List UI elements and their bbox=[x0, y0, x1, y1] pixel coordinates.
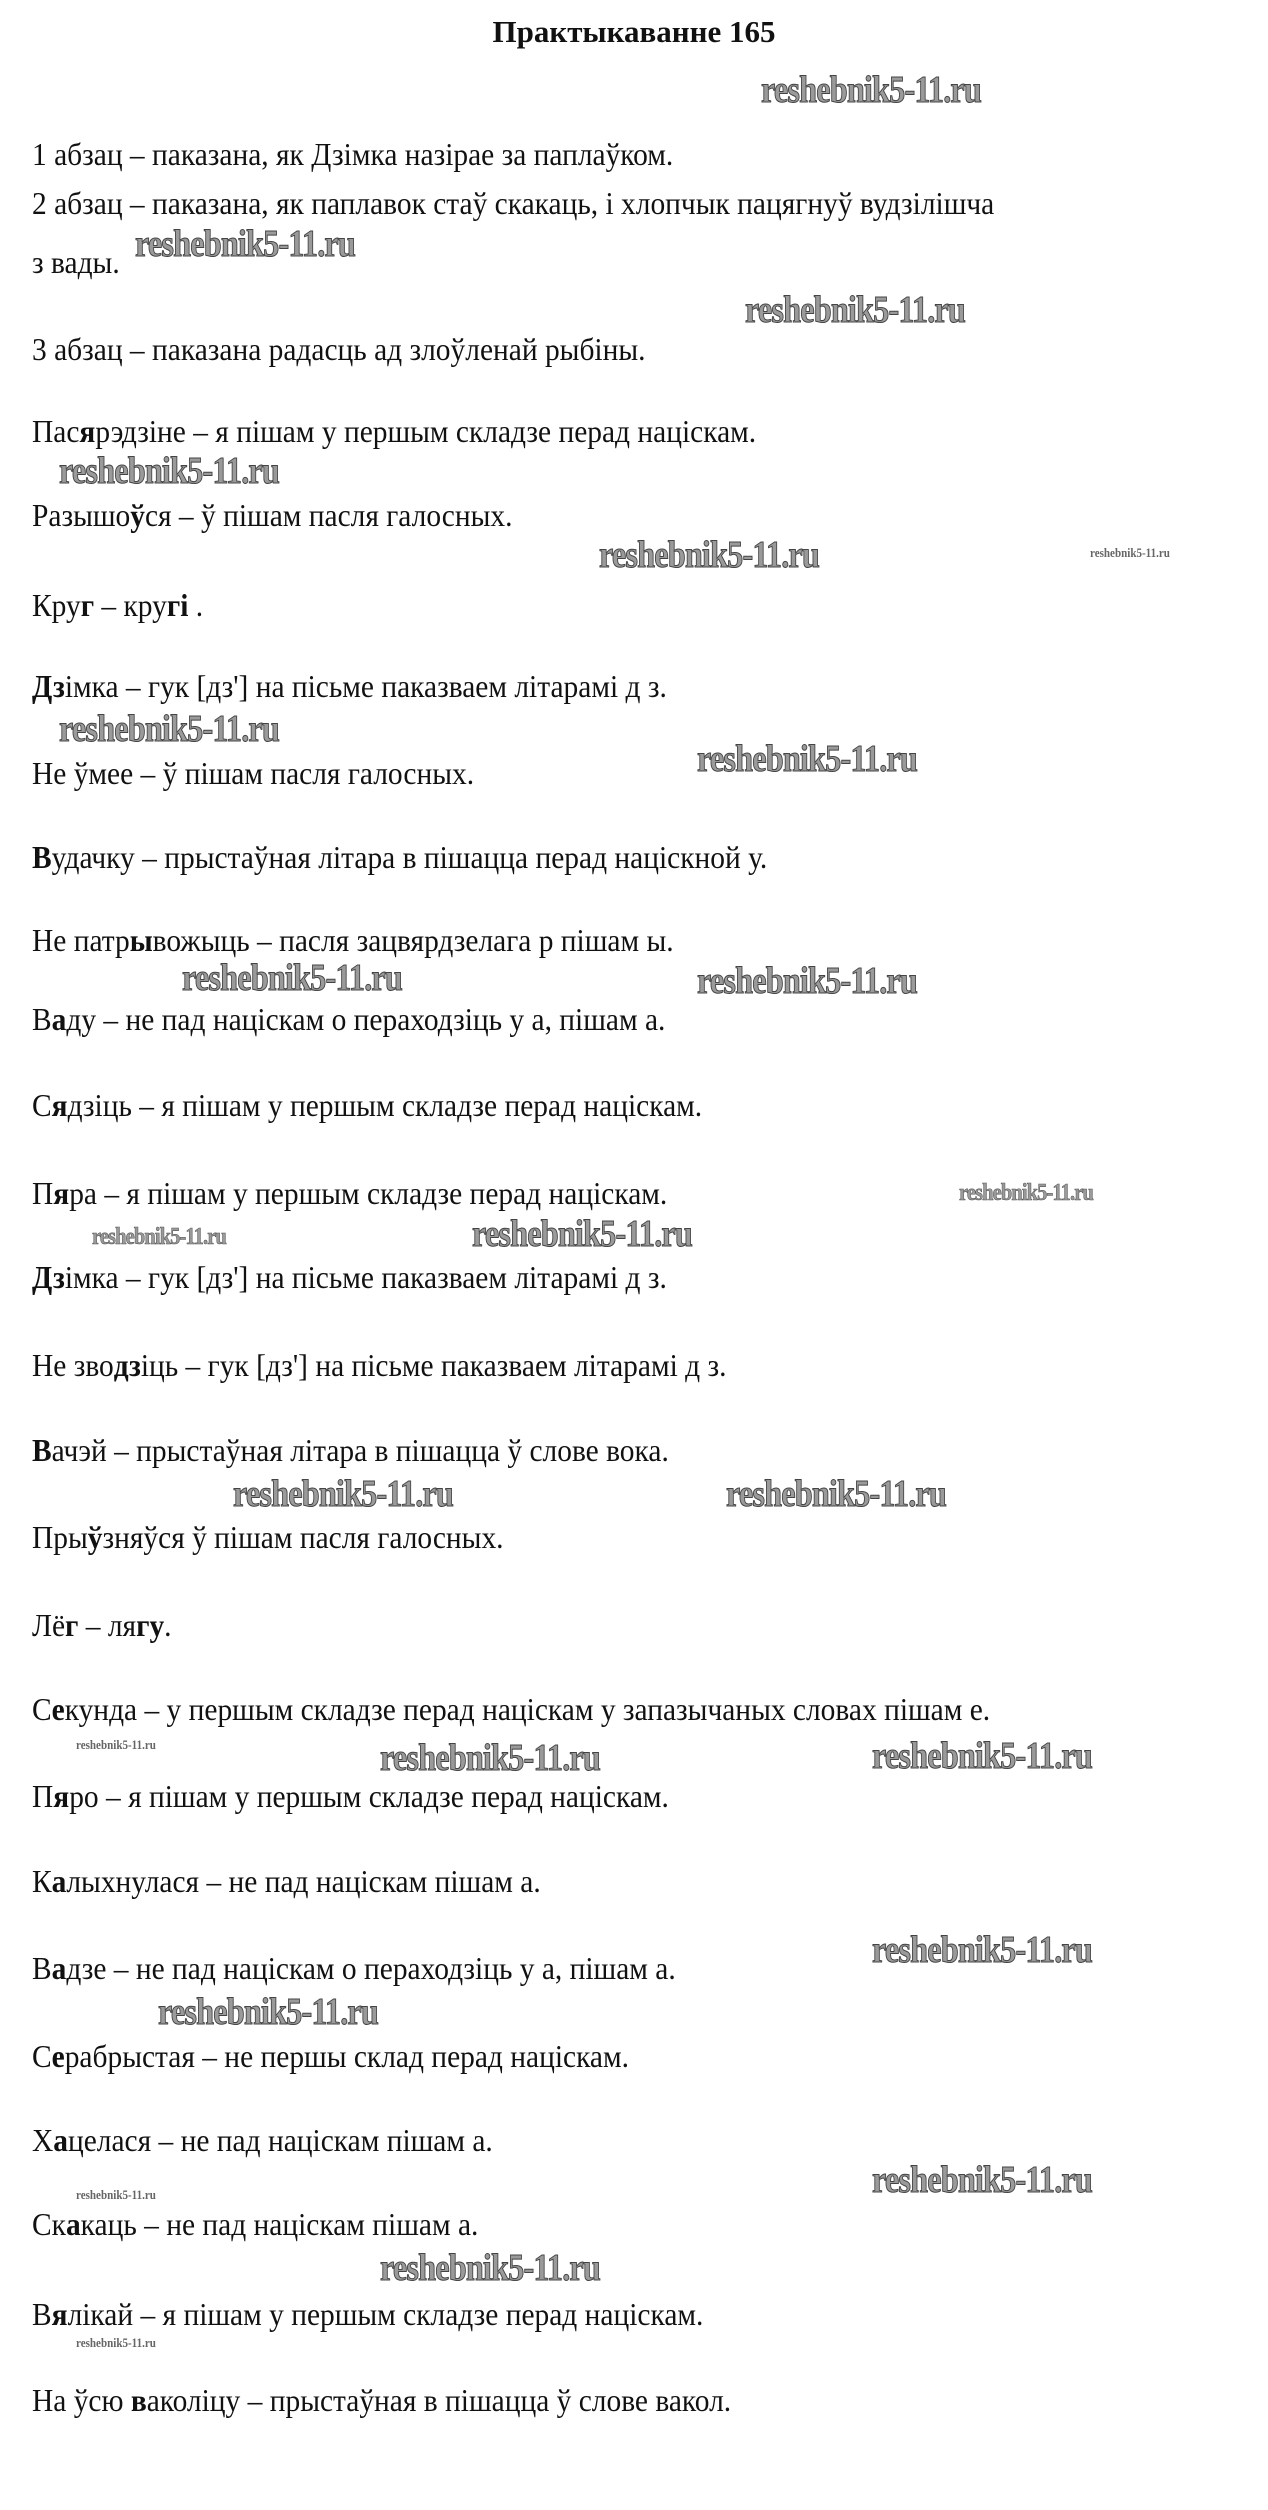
text-segment: Не зво bbox=[32, 1347, 114, 1383]
watermark: reshebnik5-11.ru bbox=[380, 1737, 601, 1779]
text-segment: П bbox=[32, 1175, 54, 1211]
text-segment: лыхнулася – не пад націскам пішам а. bbox=[66, 1863, 541, 1899]
text-segment: вожыць – пасля зацвярдзелага р пішам ы. bbox=[152, 922, 674, 958]
watermark: reshebnik5-11.ru bbox=[59, 708, 280, 750]
text-segment: 2 абзац – паказана, як паплавок стаў скакаць, і хлопчык пацягнуў вудзілішча bbox=[32, 185, 995, 221]
text-line bbox=[32, 755, 474, 791]
text-segment: 3 абзац – паказана радасць ад злоўленай рыбіны. bbox=[32, 331, 646, 367]
text-segment: каць – не пад націскам пішам а. bbox=[80, 2206, 479, 2242]
text-segment: лікай – я пішам у першым складзе перад націскам. bbox=[67, 2296, 704, 2332]
text-segment: – ля bbox=[78, 1607, 137, 1643]
text-line bbox=[32, 839, 767, 875]
watermark: reshebnik5-11.ru bbox=[380, 2247, 601, 2289]
highlighted-letters: В bbox=[32, 1432, 52, 1468]
watermark: reshebnik5-11.ru bbox=[76, 1737, 156, 1752]
text-line bbox=[32, 497, 512, 533]
watermark: reshebnik5-11.ru bbox=[182, 957, 403, 999]
text-segment: дзіць – я пішам у першым складзе перад націскам. bbox=[67, 1087, 703, 1123]
watermark: reshebnik5-11.ru bbox=[233, 1473, 454, 1515]
highlighted-letters: а bbox=[53, 2122, 68, 2158]
text-segment: дзе – не пад націскам о пераходзіць у а, пішам а. bbox=[66, 1950, 676, 1986]
text-line bbox=[32, 2296, 703, 2332]
watermark: reshebnik5-11.ru bbox=[726, 1473, 947, 1515]
text-line bbox=[32, 1863, 541, 1899]
text-segment: Разышо bbox=[32, 497, 131, 533]
text-segment: – кру bbox=[94, 587, 167, 623]
text-segment: В bbox=[32, 1950, 52, 1986]
text-segment: Х bbox=[32, 2122, 54, 2158]
text-line bbox=[32, 136, 673, 172]
watermark: reshebnik5-11.ru bbox=[92, 1224, 226, 1250]
highlighted-letters: е bbox=[51, 2038, 65, 2074]
text-segment: Не ўмее – ў пішам пасля галосных. bbox=[32, 755, 475, 791]
highlighted-letters: ў bbox=[130, 497, 145, 533]
text-segment: Ск bbox=[32, 2206, 66, 2242]
text-segment: С bbox=[32, 1691, 52, 1727]
highlighted-letters: гу bbox=[136, 1607, 165, 1643]
text-segment: рабрыстая – не першы склад перад націскам. bbox=[64, 2038, 629, 2074]
watermark: reshebnik5-11.ru bbox=[158, 1991, 379, 2033]
watermark: reshebnik5-11.ru bbox=[761, 69, 982, 111]
text-line bbox=[32, 413, 756, 449]
highlighted-letters: а bbox=[51, 1863, 67, 1899]
text-segment: целася – не пад націскам пішам а. bbox=[67, 2122, 493, 2158]
text-segment: Не патр bbox=[32, 922, 130, 958]
highlighted-letters: В bbox=[32, 839, 52, 875]
highlighted-letters: я bbox=[53, 1175, 70, 1211]
text-segment: Пас bbox=[32, 413, 80, 449]
watermark: reshebnik5-11.ru bbox=[76, 2335, 156, 2350]
text-line bbox=[32, 1087, 702, 1123]
text-segment: іць – гук [дз'] на пісьме паказваем літарамі д з. bbox=[140, 1347, 727, 1383]
watermark: reshebnik5-11.ru bbox=[76, 2187, 156, 2202]
text-segment: аколіцу – прыстаўная в пішацца ў слове вакол. bbox=[146, 2382, 732, 2418]
watermark: reshebnik5-11.ru bbox=[472, 1213, 693, 1255]
text-line bbox=[32, 2038, 629, 2074]
watermark: reshebnik5-11.ru bbox=[697, 738, 918, 780]
page-title: Практыкаванне 165 bbox=[492, 14, 776, 49]
text-segment: ро – я пішам у першым складзе перад націскам. bbox=[69, 1778, 669, 1814]
text-segment: В bbox=[32, 2296, 52, 2332]
highlighted-letters: я bbox=[79, 413, 96, 449]
text-line bbox=[32, 1347, 726, 1383]
text-segment: Лё bbox=[32, 1607, 66, 1643]
highlighted-letters: ы bbox=[129, 922, 153, 958]
watermark: reshebnik5-11.ru bbox=[697, 960, 918, 1002]
text-segment: імка – гук [дз'] на пісьме паказваем літарамі д з. bbox=[64, 668, 667, 704]
watermark: reshebnik5-11.ru bbox=[959, 1180, 1093, 1206]
text-segment: ся – ў пішам пасля галосных. bbox=[144, 497, 513, 533]
text-line bbox=[32, 922, 674, 958]
text-line bbox=[32, 185, 994, 221]
text-line bbox=[32, 1778, 669, 1814]
text-segment: рэдзіне – я пішам у першым складзе перад націскам. bbox=[95, 413, 757, 449]
text-line bbox=[32, 1519, 504, 1555]
text-segment: ду – не пад націскам о пераходзіць у а, пішам а. bbox=[66, 1001, 666, 1037]
text-line bbox=[32, 1259, 667, 1295]
watermark: reshebnik5-11.ru bbox=[872, 1929, 1093, 1971]
text-line bbox=[32, 2122, 493, 2158]
text-segment: удачку – прыстаўная літара в пішацца перад націскной у. bbox=[51, 839, 768, 875]
highlighted-letters: Дз bbox=[32, 668, 65, 704]
text-line bbox=[32, 1607, 172, 1643]
text-line bbox=[32, 668, 667, 704]
highlighted-letters: а bbox=[51, 1001, 67, 1037]
highlighted-letters: г bbox=[65, 1607, 79, 1643]
text-segment: С bbox=[32, 1087, 52, 1123]
text-segment: К bbox=[32, 1863, 52, 1899]
highlighted-letters: ў bbox=[87, 1519, 103, 1555]
text-line bbox=[32, 587, 203, 623]
highlighted-letters: а bbox=[65, 2206, 81, 2242]
watermark: reshebnik5-11.ru bbox=[1090, 545, 1170, 560]
watermark: reshebnik5-11.ru bbox=[59, 450, 280, 492]
highlighted-letters: Дз bbox=[32, 1259, 65, 1295]
highlighted-letters: гі bbox=[166, 587, 189, 623]
text-line bbox=[32, 1175, 667, 1211]
text-line bbox=[32, 1432, 669, 1468]
text-segment: . bbox=[164, 1607, 172, 1643]
text-segment: Пры bbox=[32, 1519, 88, 1555]
text-segment: імка – гук [дз'] на пісьме паказваем літарамі д з. bbox=[64, 1259, 667, 1295]
watermark: reshebnik5-11.ru bbox=[872, 2159, 1093, 2201]
highlighted-letters: г bbox=[80, 587, 95, 623]
text-segment: С bbox=[32, 2038, 52, 2074]
text-segment: ачэй – прыстаўная літара в пішацца ў слове вока. bbox=[51, 1432, 669, 1468]
text-line bbox=[32, 244, 120, 280]
highlighted-letters: дз bbox=[113, 1347, 141, 1383]
highlighted-letters: я bbox=[53, 1778, 70, 1814]
highlighted-letters: я bbox=[51, 1087, 68, 1123]
watermark: reshebnik5-11.ru bbox=[872, 1735, 1093, 1777]
text-segment: . bbox=[188, 587, 204, 623]
highlighted-letters: а bbox=[51, 1950, 67, 1986]
watermark: reshebnik5-11.ru bbox=[135, 223, 356, 265]
text-segment: 1 абзац – паказана, як Дзімка назірае за паплаўком. bbox=[32, 136, 674, 172]
text-segment: ра – я пішам у першым складзе перад націскам. bbox=[69, 1175, 668, 1211]
text-segment: кунда – у першым складзе перад націскам у запазычаных словах пішам е. bbox=[64, 1691, 991, 1727]
text-segment: В bbox=[32, 1001, 52, 1037]
text-line bbox=[32, 1950, 676, 1986]
text-line bbox=[32, 2206, 478, 2242]
text-segment: Кру bbox=[32, 587, 81, 623]
text-segment: з вады. bbox=[32, 244, 120, 280]
text-line bbox=[32, 331, 645, 367]
text-segment: зняўся ў пішам пасля галосных. bbox=[102, 1519, 504, 1555]
highlighted-letters: я bbox=[51, 2296, 68, 2332]
text-line bbox=[32, 1691, 990, 1727]
highlighted-letters: е bbox=[51, 1691, 65, 1727]
highlighted-letters: в bbox=[130, 2382, 147, 2418]
text-segment: На ўсю bbox=[32, 2382, 131, 2418]
text-line bbox=[32, 2382, 731, 2418]
watermark: reshebnik5-11.ru bbox=[745, 289, 966, 331]
watermark: reshebnik5-11.ru bbox=[599, 534, 820, 576]
text-segment: П bbox=[32, 1778, 54, 1814]
text-line bbox=[32, 1001, 665, 1037]
